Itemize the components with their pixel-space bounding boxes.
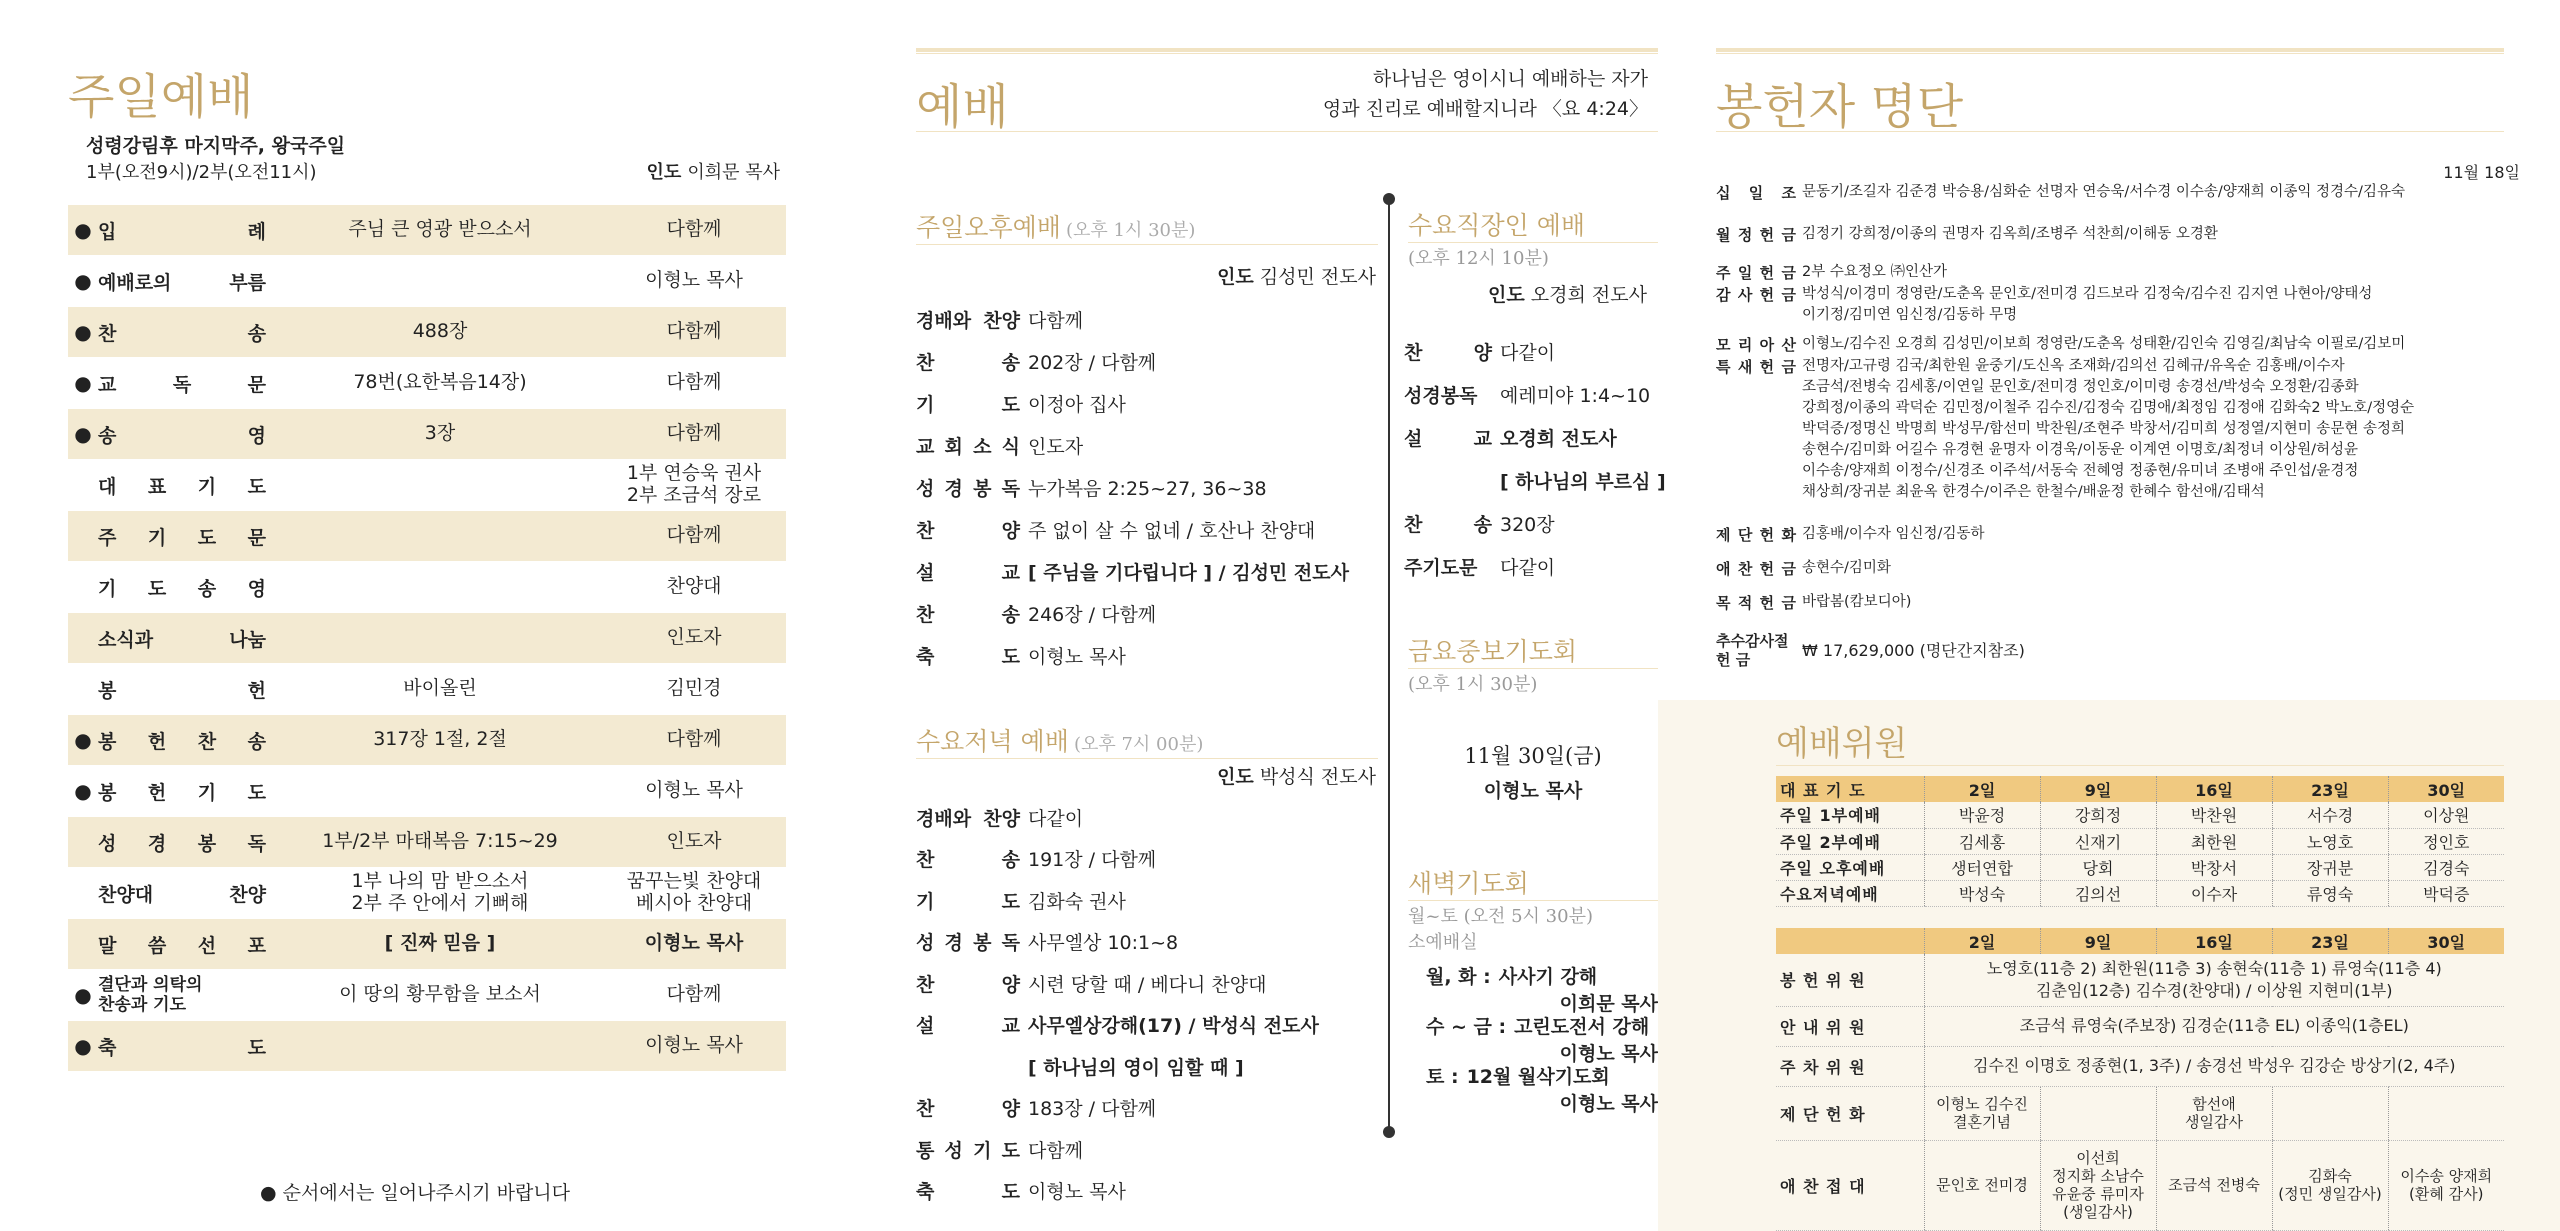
date-header: 30일 [2388,776,2504,802]
page-title: 주일예배 [68,69,254,125]
row-value: 이형노 목사 [1028,645,1126,668]
service-row [916,298,1083,340]
order-row [68,205,786,255]
row-label: 찬 송 [916,351,1020,374]
bullet-icon: ● [74,218,92,242]
dawn-topic [1426,1012,1658,1039]
prayer-row [1776,880,2504,906]
donor-category: 감 사 헌 금 [1716,286,1796,304]
order-label: 찬양대 찬양 [98,883,266,906]
committee-label: 봉 헌 위 원 [1776,954,1924,1006]
order-person: 다함께 [666,524,722,547]
order-detail: 3장 [424,422,456,445]
sunday-pm-leader: 인도 김성민 전도사 [1217,266,1376,288]
donor-category: 월 정 헌 금 [1716,226,1796,244]
donor-category: 추수감사절 헌 금 [1716,632,1789,669]
service-row [916,879,1126,921]
row-label: 축 도 [916,1181,1020,1203]
row-label: 설 교 [916,1015,1020,1037]
order-row [68,664,786,714]
donor-names: 김홍배/이수자 임신정/김동하 [1802,526,1985,542]
donor-row [1716,284,2504,326]
bullet-icon: ● [74,320,92,344]
row-value: 사무엘상강해(17) / 박성식 전도사 [1028,1015,1319,1037]
row-label: 경배와 찬양 [916,309,1020,332]
title-rule [1716,131,2504,132]
committee-member: 함선애 생일감사 [2156,1086,2272,1140]
order-label: 대 표 기 도 [98,475,266,498]
donors-page [1716,0,2560,1231]
top-rule [916,48,1658,54]
row-label: 찬 양 [916,519,1020,542]
service-row [1404,545,1555,587]
date-header: 23일 [2272,928,2388,954]
order-person: 1부 연승욱 권사 2부 조금석 장로 [626,462,762,506]
service-row [1404,502,1555,544]
service-row [916,962,1267,1004]
donor-row [1716,224,2504,245]
donor-names: 송현수/김미화 [1802,560,1891,576]
order-label: 예배로의 부름 [98,271,266,294]
prayer-label: 주일 1부예배 [1776,802,1924,828]
date-header: 16일 [2156,776,2272,802]
service-leader: 인도 이희문 목사 [646,162,780,183]
donors-date: 11월 18일 [2443,163,2520,182]
committee-row [1776,1140,2504,1230]
prayer-row [1776,802,2504,828]
prayer-label: 수요저녁예배 [1776,880,1924,906]
order-label: 송 영 [98,424,266,447]
row-value: 191장 / 다함께 [1028,849,1157,871]
dawn-row [1426,1012,1658,1066]
order-label: 소식과 나눔 [98,628,266,651]
dawn-days: 수 ~ 금 : [1426,1016,1507,1038]
date-header: 16일 [2156,928,2272,954]
prayer-person: 최한원 [2156,828,2272,854]
date-header: 30일 [2388,928,2504,954]
order-row [68,970,786,1020]
prayer-row [1776,854,2504,880]
service-row [916,340,1156,382]
order-row [68,358,786,408]
order-row [68,868,786,918]
committee-table [1776,928,2504,1231]
row-value: 시련 당할 때 / 베다니 찬양대 [1028,973,1267,996]
donor-category: 십 일 조 [1716,184,1796,202]
order-person: 다함께 [666,320,722,343]
service-row [916,550,1349,592]
order-row [68,766,786,816]
row-value: 183장 / 다함께 [1028,1098,1157,1120]
row-label: 성 경 봉 독 [916,477,1020,500]
worker-leader: 인도 오경희 전도사 [1488,284,1647,306]
row-label: 성 경 봉 독 [916,932,1020,954]
prayer-person: 박덕증 [2388,880,2504,906]
prayer-person: 박성숙 [1924,880,2040,906]
order-label: 축 도 [98,1036,266,1059]
row-value: 이정아 집사 [1028,393,1126,416]
order-detail: 바이올린 [403,677,477,700]
row-label: 기 도 [916,890,1020,913]
service-row [916,466,1267,508]
bullet-icon: ● [74,1034,92,1058]
title-rule [916,131,1658,132]
sunday-pm-header: 주일오후예배 (오후 1시 30분) [916,208,1378,245]
dawn-row [1426,962,1658,1016]
committee-members: 김수진 이명호 정종현(1, 3주) / 송경선 박성우 김강순 방상기(2, 4주) [1924,1046,2504,1086]
wed-leader: 인도 박성식 전도사 [1217,766,1376,788]
order-row [68,1021,786,1071]
prayer-person: 이수자 [2156,880,2272,906]
donor-category: 제 단 헌 화 [1716,526,1796,544]
bullet-icon: ● [74,779,92,803]
wed-header: 수요저녁 예배 (오후 7시 00분) [916,722,1378,759]
service-row [916,382,1126,424]
order-person: 이형노 목사 [645,1034,743,1057]
donor-row [1716,558,2504,579]
donor-names: 전명자/고규령 김국/최한원 윤중기/도신옥 조재화/김의선 김혜규/유옥순 김홍배/이수자 조금석/전병숙 김세홍/이연일 문인호/전미경 정인호/이미령 송경선/박성숙 오정환/김종화 강희정/이종의 곽덕순 김민정/이철주 김수진/김정숙 김명애/최정임 김정애 김화숙2 박노호/정영순 박덕증/정명신 박명희 박성무/함선미 박찬원/조현주 박창서/김미희 성정열/지현미 송문현 송정희 송현수/김미화 어길수 유경현 윤명자 이경욱/이동운 이계연 이명호/최정녀 이상원/허성윤 이수송/양재희 이정수/신경조 이주석/서동숙 전혜영 정종현/유미녀 조병애 주인섭/윤경정 채상희/장귀분 최윤옥 한경수/이주은 한철수/배윤정 한혜수 함선애/김태석 [1802,358,2415,501]
order-person: 이형노 목사 [644,932,744,955]
row-value: 예레미야 1:4~10 [1500,384,1651,407]
service-row [916,1045,1244,1087]
donor-category: 애 찬 헌 금 [1716,560,1796,578]
top-rule [1716,48,2504,54]
dawn-topic [1426,1062,1658,1089]
order-label: 교 독 문 [98,373,266,396]
committee-member [2388,1086,2504,1140]
order-label: 말 씀 선 포 [98,934,266,957]
service-row [916,1087,1156,1129]
donor-names: 박성식/이경미 정영란/도춘옥 문인호/전미경 김드보라 김정숙/김수진 김지연 나현아/양태성 이기정/김미연 임신정/김동하 무명 [1802,286,2373,324]
order-detail: 78번(요한복음14장) [353,371,527,394]
prayer-person: 김세홍 [1924,828,2040,854]
dawn-header: 새벽기도회 [1408,864,1658,901]
committee-label: 안 내 위 원 [1776,1006,1924,1046]
row-value: 오경희 전도사 [1500,427,1617,450]
committee-member: 이수송 양재희 (환혜 감사) [2388,1140,2504,1230]
prayer-person: 박창서 [2156,854,2272,880]
order-person: 인도자 [666,830,722,853]
corner-cell [1776,928,1924,954]
order-row [68,460,786,510]
row-value: 김화숙 권사 [1028,890,1126,913]
dawn-topic [1426,962,1658,989]
donor-category: 모 리 아 산 [1716,336,1796,354]
order-label: 봉 헌 [98,679,266,702]
service-row [1404,373,1650,415]
service-row [916,508,1315,550]
committee-member: 조금석 전병숙 [2156,1140,2272,1230]
column-divider [1388,198,1390,1136]
donor-names: 김정기 강희정/이종의 권명자 김옥희/조병주 석찬희/이해동 오경환 [1802,226,2218,242]
dawn-preacher: 이희문 목사 [1559,993,1658,1015]
order-person: 이형노 목사 [645,779,743,802]
worker-time: (오후 12시 10분) [1408,248,1549,269]
service-row [916,796,1083,838]
committee-label: 애 찬 접 대 [1776,1140,1924,1230]
page-title: 봉헌자 명단 [1716,79,1964,135]
row-value: 다같이 [1500,556,1556,579]
prayer-person: 서수경 [2272,802,2388,828]
committee-member: 김화숙 (정민 생일감사) [2272,1140,2388,1230]
row-value: 사무엘상 10:1~8 [1028,932,1179,954]
row-label: 축 도 [916,645,1020,668]
committee-member: 문인호 전미경 [1924,1140,2040,1230]
committee-header: 예배위원 [1776,716,2504,766]
order-label: 봉 헌 찬 송 [98,730,266,753]
service-row [916,424,1083,466]
order-detail: 1부/2부 마태복음 7:15~29 [322,830,558,853]
service-times: 1부(오전9시)/2부(오전11시) [86,162,317,183]
donor-row [1716,524,2504,545]
committee-members: 노영호(11층 2) 최한원(11층 3) 송현숙(11층 1) 류영숙(11층 4) 김춘임(12층) 김수경(찬양대) / 이상원 지현미(1부) [1924,954,2504,1006]
page-title: 예배 [916,79,1009,135]
row-value: 다함께 [1028,1139,1084,1162]
donor-names: ₩ 17,629,000 (명단간지참조) [1802,641,2025,661]
service-row [1404,416,1617,458]
friday-time: (오후 1시 30분) [1408,674,1538,695]
row-value: 이형노 목사 [1028,1181,1126,1203]
row-value: 다같이 [1500,341,1556,364]
friday-date: 11월 30일(금) [1464,744,1602,768]
donor-row [1716,262,2504,283]
row-value: [ 하나님의 영이 임할 때 ] [1028,1056,1244,1079]
dawn-subject: 사사기 강해 [1498,966,1598,988]
dawn-subject: 12월 월삭기도회 [1466,1066,1610,1088]
order-detail: 이 땅의 황무함을 보소서 [339,983,541,1006]
prayer-person: 강희정 [2040,802,2156,828]
row-label: 설 교 [916,561,1020,584]
order-label: 찬 송 [98,322,266,345]
committee-member [2040,1086,2156,1140]
order-row [68,511,786,561]
committee-row [1776,1086,2504,1140]
donor-names: 문동기/조길자 김준경 박승용/심화순 선명자 연승욱/서수경 이수송/양재희 이종익 정경수/김유숙 [1802,184,2405,200]
row-label: 통 성 기 도 [916,1139,1020,1162]
row-label: 찬 송 [916,603,1020,626]
prayer-person: 생터연합 [1924,854,2040,880]
prayer-row [1776,828,2504,854]
row-value: 320장 [1500,513,1555,536]
service-row [916,838,1156,880]
service-subtitle: 성령강림후 마지막주, 왕국주일 [86,135,346,157]
order-person: 찬양대 [666,575,722,598]
donor-names: 바랍봄(캄보디아) [1802,594,1912,610]
date-header: 2일 [1924,928,2040,954]
service-row [916,921,1178,963]
order-detail: [ 진짜 믿음 ] [384,932,496,955]
donor-row [1716,334,2504,355]
worker-header: 수요직장인 예배 [1408,206,1658,243]
row-label: 설 교 [1404,427,1492,450]
service-row [1404,459,1666,501]
order-person: 이형노 목사 [645,269,743,292]
prayer-row [1776,776,2504,802]
donor-names: 이형노/김수진 오경희 김성민/이보희 정영란/도춘옥 성태환/김인숙 김영길/최남숙 이필로/김보미 [1802,336,2406,352]
committee-row [1776,954,2504,1006]
prayer-label: 주일 2부예배 [1776,828,1924,854]
prayer-person: 정인호 [2388,828,2504,854]
prayer-person: 박찬원 [2156,802,2272,828]
order-row [68,919,786,969]
row-value: [ 주님을 기다립니다 ] / 김성민 전도사 [1028,561,1349,584]
prayer-person: 김경숙 [2388,854,2504,880]
service-row [916,1170,1126,1212]
committee-member: 이선희 정지화 소남수 유윤중 류미자 (생일감사) [2040,1140,2156,1230]
row-value: [ 하나님의 부르심 ] [1500,470,1666,493]
order-row [68,613,786,663]
row-value: 246장 / 다함께 [1028,603,1157,626]
bullet-icon: ● [74,983,92,1007]
order-label: 결단과 의탁의 찬송과 기도 [98,974,203,1015]
prayer-person: 노영호 [2272,828,2388,854]
standing-note: ● 순서에서는 일어나주시기 바랍니다 [260,1182,571,1204]
row-value: 202장 / 다함께 [1028,351,1157,374]
dawn-row [1426,1062,1658,1116]
dawn-subject: 고린도전서 강해 [1514,1016,1650,1038]
donor-row [1716,592,2504,613]
row-value: 주 없이 살 수 없네 / 호산나 찬양대 [1028,519,1316,542]
worship-page [916,0,1666,1231]
sunday-service-page [68,0,788,1231]
row-label: 경배와 찬양 [916,807,1020,830]
order-label: 주 기 도 문 [98,526,266,549]
dawn-days: 토 : [1426,1066,1459,1088]
row-label: 기 도 [916,393,1020,416]
prayer-person: 박윤정 [1924,802,2040,828]
prayer-label: 주일 오후예배 [1776,854,1924,880]
bullet-icon: ● [74,422,92,446]
date-header: 9일 [2040,776,2156,802]
dawn-time: 월~토 (오전 5시 30분) [1408,906,1593,927]
service-row [1404,330,1555,372]
dawn-preacher: 이형노 목사 [1559,1093,1658,1115]
donor-row [1716,182,2504,203]
row-label: 교 회 소 식 [916,435,1020,458]
service-row [916,1004,1319,1046]
bullet-icon: ● [74,269,92,293]
order-detail: 1부 나의 맘 받으소서 2부 주 안에서 기뻐해 [351,870,529,914]
dawn-place: 소예배실 [1408,932,1478,953]
order-person: 김민경 [666,677,722,700]
friday-header: 금요중보기도회 [1408,632,1658,669]
row-label: 성경봉독 [1404,384,1478,407]
order-label: 입 례 [98,220,266,243]
service-row [916,1128,1083,1170]
donor-row [1716,356,2504,503]
committee-date-row [1776,928,2504,954]
row-label: 찬 송 [1404,513,1492,536]
prayer-person: 류영숙 [2272,880,2388,906]
order-row [68,562,786,612]
order-detail: 488장 [412,320,468,343]
row-label: 찬 양 [916,973,1020,996]
order-detail: 주님 큰 영광 받으소서 [348,218,532,241]
prayer-label: 대 표 기 도 [1776,776,1924,802]
bullet-icon: ● [74,728,92,752]
order-person: 다함께 [666,422,722,445]
order-row [68,256,786,306]
committee-row [1776,1006,2504,1046]
prayer-person: 신재기 [2040,828,2156,854]
prayer-person: 이상원 [2388,802,2504,828]
order-label: 봉 헌 기 도 [98,781,266,804]
prayer-table [1776,776,2504,907]
order-label: 성 경 봉 독 [98,832,266,855]
order-person: 인도자 [666,626,722,649]
row-label: 찬 양 [916,1098,1020,1120]
donor-category: 주 일 헌 금 [1716,264,1796,282]
order-detail: 317장 1절, 2절 [373,728,507,751]
prayer-person: 김의선 [2040,880,2156,906]
scripture-verse: 하나님은 영이시니 예배하는 자가 영과 진리로 예배할지니라 〈요 4:24〉 [1322,68,1648,121]
committee-member: 이형노 김수진 결혼기념 [1924,1086,2040,1140]
order-person: 꿈꾸는빛 찬양대 베시아 찬양대 [626,870,762,914]
donor-names: 2부 수요정오 ㈜인산가 [1802,264,1947,280]
date-header: 2일 [1924,776,2040,802]
divider-dot-top [1383,193,1395,205]
service-row [916,592,1156,634]
committee-label: 주 차 위 원 [1776,1046,1924,1086]
order-row [68,409,786,459]
committee-member [2272,1086,2388,1140]
prayer-person: 장귀분 [2272,854,2388,880]
committee-label: 제 단 헌 화 [1776,1086,1924,1140]
row-value: 다함께 [1028,309,1084,332]
date-header: 23일 [2272,776,2388,802]
order-row [68,715,786,765]
committee-members: 조금석 류영숙(주보장) 김경순(11층 EL) 이종익(1층EL) [1924,1006,2504,1046]
order-label: 기 도 송 영 [98,577,266,600]
row-value: 누가복음 2:25~27, 36~38 [1028,477,1267,500]
row-label: 찬 양 [1404,341,1492,364]
row-value: 인도자 [1028,435,1084,458]
dawn-preacher: 이형노 목사 [1559,1043,1658,1065]
donor-category: 특 새 헌 금 [1716,358,1796,376]
order-person: 다함께 [666,728,722,751]
row-label: 찬 송 [916,849,1020,871]
date-header: 9일 [2040,928,2156,954]
dawn-days: 월, 화 : [1426,966,1491,988]
row-value: 다같이 [1028,807,1084,830]
donor-row [1716,632,2504,670]
divider-dot-bottom [1383,1126,1395,1138]
order-person: 다함께 [666,218,722,241]
order-row [68,817,786,867]
order-person: 다함께 [666,371,722,394]
donor-category: 목 적 헌 금 [1716,594,1796,612]
service-row [916,634,1126,676]
order-row [68,307,786,357]
committee-row [1776,1046,2504,1086]
row-label: 주기도문 [1404,556,1478,579]
order-person: 다함께 [666,983,722,1006]
prayer-person: 당회 [2040,854,2156,880]
friday-person: 이형노 목사 [1483,780,1583,802]
bullet-icon: ● [74,371,92,395]
